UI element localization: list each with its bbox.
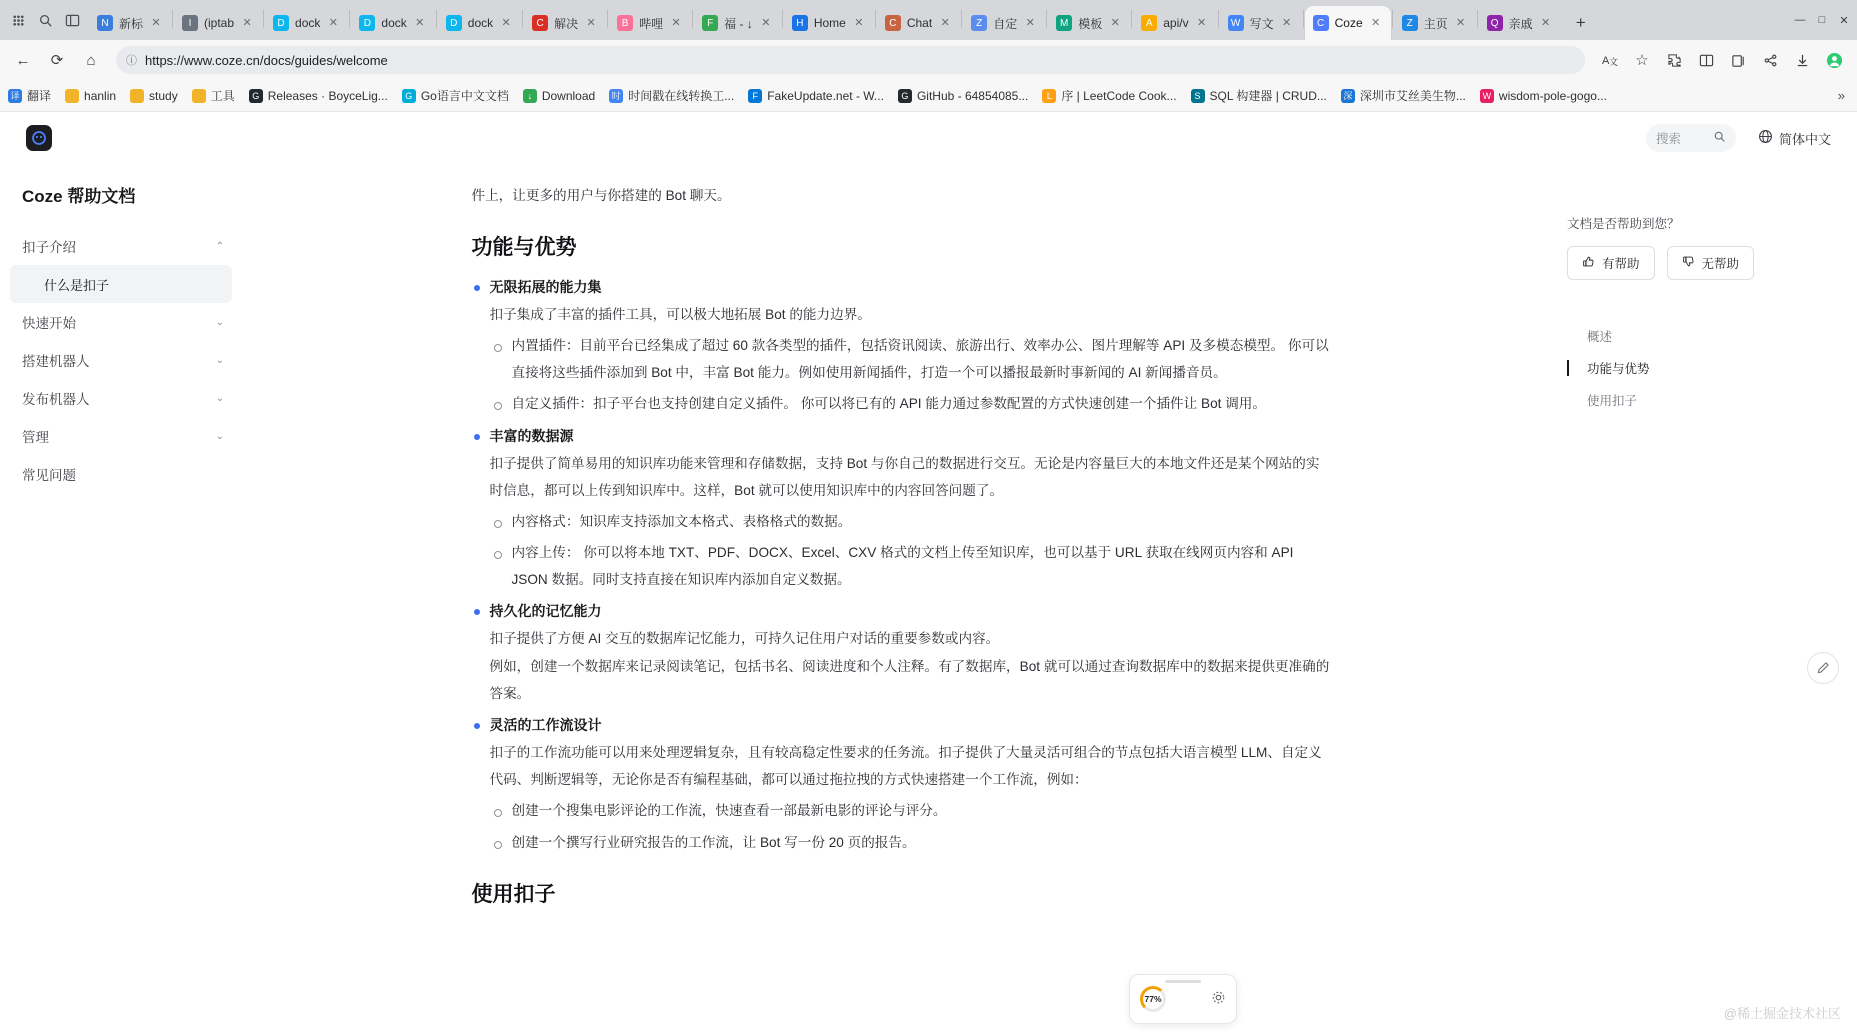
tab-favicon-icon: Q: [1487, 15, 1503, 31]
sidebar-item-label: 扣子介绍: [22, 240, 76, 255]
sidebar-subitem[interactable]: [10, 265, 232, 303]
feature-sublist: [490, 508, 1332, 594]
sidebar-nav: [0, 227, 246, 493]
tab-close-icon[interactable]: ✕: [940, 17, 950, 29]
tab-divider: [782, 10, 783, 28]
tab-divider: [172, 10, 173, 28]
bookmark-favicon-icon: G: [402, 89, 416, 103]
bookmark-label: FakeUpdate.net - W...: [767, 88, 884, 103]
browser-tab[interactable]: [174, 6, 262, 40]
bookmark-label: Go语言中文文档: [420, 89, 509, 103]
search-placeholder: 搜索: [1655, 132, 1681, 146]
tab-close-icon[interactable]: ✕: [671, 17, 681, 29]
tab-favicon-icon: B: [617, 15, 633, 31]
bookmark-item[interactable]: [249, 89, 388, 103]
sidebar-item[interactable]: [0, 341, 246, 379]
tab-favicon-icon: D: [359, 15, 375, 31]
tab-title: dock: [381, 16, 407, 30]
feature-title: 无限拓展的能力集: [489, 278, 602, 295]
sidebar-item[interactable]: [0, 303, 246, 341]
browser-tab[interactable]: [1220, 6, 1302, 40]
page-title: Coze 帮助文档: [22, 187, 136, 206]
bookmark-item[interactable]: [523, 89, 595, 103]
bookmark-favicon-icon: F: [748, 89, 762, 103]
bookmark-label: 翻译: [27, 89, 52, 103]
tab-favicon-icon: C: [1313, 15, 1329, 31]
feature-item: [472, 597, 1332, 707]
tab-title: 新标: [119, 16, 144, 31]
bookmark-label: wisdom-pole-gogo...: [1498, 88, 1607, 103]
tab-divider: [875, 10, 876, 28]
share-icon[interactable]: [1755, 45, 1785, 75]
tabs-container: [89, 6, 1561, 40]
bookmark-label: SQL 构建器 | CRUD...: [1209, 89, 1327, 103]
maximize-button[interactable]: □: [1818, 14, 1826, 26]
tab-strip: [0, 0, 1857, 40]
bookmark-item[interactable]: [130, 89, 178, 103]
tab-favicon-icon: F: [702, 15, 718, 31]
new-tab-button[interactable]: +: [1575, 13, 1586, 32]
tab-divider: [607, 10, 608, 28]
collections-icon[interactable]: [1723, 45, 1753, 75]
tab-close-icon[interactable]: ✕: [1282, 17, 1292, 29]
feature-subitem: 自定义插件：扣子平台也支持创建自定义插件。 你可以将已有的 API 能力通过参数配置的方式快速创建一个插件让 Bot 调用。: [490, 390, 1332, 417]
tab-favicon-icon: H: [792, 15, 808, 31]
tab-divider: [522, 10, 523, 28]
tab-divider: [349, 10, 350, 28]
bookmarks-overflow-button[interactable]: »: [1837, 88, 1845, 103]
pencil-icon[interactable]: [1807, 652, 1839, 684]
browser-tab[interactable]: [784, 6, 874, 40]
bookmark-favicon-icon: 深: [1341, 89, 1355, 103]
translate-icon[interactable]: [1595, 45, 1625, 75]
toc-item[interactable]: 使用扣子: [1587, 394, 1638, 408]
tab-favicon-icon: M: [1056, 15, 1072, 31]
browser-tab[interactable]: [877, 6, 960, 40]
bookmark-favicon-icon: 时: [609, 89, 623, 103]
table-of-contents: [1567, 320, 1857, 416]
feature-title: 灵活的工作流设计: [489, 717, 602, 734]
bookmark-label: Download: [541, 88, 596, 103]
browser-tab[interactable]: [1133, 6, 1216, 40]
toc-item[interactable]: 概述: [1587, 330, 1613, 344]
tab-divider: [263, 10, 264, 28]
tab-favicon-icon: A: [1141, 15, 1157, 31]
tab-close-icon[interactable]: ✕: [415, 17, 425, 29]
bookmark-favicon-icon: W: [1480, 89, 1494, 103]
tab-close-icon[interactable]: ✕: [586, 17, 596, 29]
tab-divider: [961, 10, 962, 28]
bookmark-item[interactable]: [65, 89, 116, 103]
tab-close-icon[interactable]: ✕: [1025, 17, 1035, 29]
tab-divider: [1477, 10, 1478, 28]
split-screen-icon[interactable]: [1691, 45, 1721, 75]
bookmark-star-icon[interactable]: ☆: [1635, 52, 1649, 69]
feature-sublist: [490, 797, 1332, 855]
feature-subitem: 内容上传： 你可以将本地 TXT、PDF、DOCX、Excel、CXV 格式的文档上传至知识库，也可以基于 URL 获取在线网页内容和 API JSON 数据。同时支持直接在知识库内添加自定义数据。: [490, 539, 1332, 593]
browser-tab[interactable]: [1048, 6, 1130, 40]
tab-title: Home: [813, 16, 846, 30]
language-label: 简体中文: [1778, 131, 1831, 147]
sidebar-item-label: 常见问题: [22, 468, 76, 483]
bookmark-item[interactable]: [8, 87, 51, 104]
home-button[interactable]: ⌂: [86, 51, 96, 69]
back-button[interactable]: ←: [15, 51, 31, 69]
tab-close-icon[interactable]: ✕: [1110, 17, 1120, 29]
sidebar-item-label: 搭建机器人: [22, 354, 90, 369]
toc-item[interactable]: 功能与优势: [1567, 352, 1857, 384]
tab-title: (iptab: [204, 16, 235, 30]
search-input[interactable]: [1646, 124, 1736, 152]
tab-favicon-icon: D: [446, 15, 462, 31]
helpful-label: 有帮助: [1602, 257, 1640, 271]
browser-tab[interactable]: [89, 6, 171, 40]
docs-sidebar: [0, 164, 246, 1032]
feature-subitem: 内容格式：知识库支持添加文本格式、表格格式的数据。: [490, 508, 1332, 535]
tab-close-icon[interactable]: ✕: [854, 17, 864, 29]
tab-title: dock: [295, 16, 321, 30]
address-bar-text[interactable]: https://www.coze.cn/docs/guides/welcome: [145, 52, 388, 68]
feature-title: 持久化的记忆能力: [489, 603, 602, 620]
folder-icon: [130, 89, 144, 103]
feature-subitem: 创建一个搜集电影评论的工作流，快速查看一部最新电影的评论与评分。: [490, 797, 1332, 824]
tab-favicon-icon: I: [182, 15, 198, 31]
chevron-up-icon[interactable]: ⌃: [215, 240, 224, 252]
feature-title: 丰富的数据源: [489, 427, 574, 444]
chevron-down-icon[interactable]: ⌄: [215, 316, 224, 328]
bookmark-item[interactable]: [1042, 87, 1176, 104]
tab-favicon-icon: N: [97, 15, 113, 31]
browser-tab[interactable]: [609, 6, 691, 40]
feedback-buttons: [1567, 246, 1857, 280]
bookmark-favicon-icon: G: [898, 89, 912, 103]
feedback-question: 文档是否帮助到您？: [1567, 217, 1680, 231]
browser-tab[interactable]: [1479, 6, 1561, 40]
feature-subitem: 创建一个撰写行业研究报告的工作流，让 Bot 写一份 20 页的报告。: [490, 829, 1332, 856]
tab-favicon-icon: Z: [1402, 15, 1418, 31]
tab-favicon-icon: W: [1228, 15, 1244, 31]
tab-title: 写文: [1249, 16, 1274, 31]
window-buttons: [1789, 0, 1857, 40]
tab-title: 模板: [1078, 16, 1103, 31]
browser-tab[interactable]: [524, 6, 606, 40]
doc-content: [246, 164, 1557, 1032]
close-window-button[interactable]: ✕: [1839, 14, 1849, 27]
site-info-icon[interactable]: ⓘ: [126, 55, 137, 67]
browser-toolbar: [0, 40, 1857, 80]
tab-divider: [436, 10, 437, 28]
tab-title: 主页: [1423, 16, 1448, 31]
tab-close-icon[interactable]: ✕: [501, 17, 511, 29]
tab-favicon-icon: C: [532, 15, 548, 31]
page-viewport: [0, 112, 1857, 1032]
bookmark-label: 序 | LeetCode Cook...: [1061, 89, 1177, 103]
chevron-down-icon[interactable]: ⌄: [215, 430, 224, 442]
browser-tab[interactable]: [351, 6, 434, 40]
heading-usage: 使用扣子: [471, 882, 556, 906]
article-body: [472, 164, 1332, 911]
tab-divider: [1131, 10, 1132, 28]
feature-paragraph: 扣子提供了简单易用的知识库功能来管理和存储数据，支持 Bot 与你自己的数据进行交互。无论是内容量巨大的本地文件还是某个网站的实时信息，都可以上传到知识库中。这样，Bot 就可以使用知识库中的内容回答问题了。: [489, 455, 1320, 498]
bookmark-favicon-icon: S: [1191, 89, 1205, 103]
feature-item: [472, 711, 1332, 856]
feature-item: [472, 422, 1332, 594]
features-list: [472, 273, 1332, 856]
performance-widget[interactable]: [1129, 974, 1237, 1024]
sidebar-item-label: 管理: [22, 430, 49, 445]
svg-text:文: 文: [1609, 57, 1618, 67]
bookmark-item[interactable]: [1341, 87, 1466, 104]
drag-handle[interactable]: [1165, 980, 1201, 983]
feature-paragraph: 扣子提供了方便 AI 交互的数据库记忆能力，可持久记住用户对话的重要参数或内容。: [489, 631, 1000, 647]
bookmark-label: 深圳市艾丝美生物...: [1359, 89, 1466, 103]
browser-tab[interactable]: [1394, 6, 1476, 40]
tabstrip-left-controls: [4, 0, 89, 40]
tab-title: Coze: [1334, 16, 1363, 30]
folder-icon: [65, 89, 79, 103]
tab-close-icon[interactable]: ✕: [761, 17, 771, 29]
site-header-right: [1646, 124, 1831, 152]
bookmark-item[interactable]: [609, 87, 734, 104]
tab-title: 福 - ↓: [724, 16, 753, 31]
profile-avatar[interactable]: [1819, 45, 1849, 75]
bookmark-label: 时间戳在线转换工...: [628, 89, 735, 103]
tab-title: 亲戚: [1508, 16, 1533, 31]
right-rail: [1557, 164, 1857, 1032]
sidebar-item-label: 快速开始: [22, 316, 76, 331]
bookmark-label: 工具: [210, 89, 235, 103]
tab-search-icon[interactable]: [37, 12, 54, 29]
not-helpful-button[interactable]: [1667, 246, 1755, 280]
page-body: [0, 164, 1857, 1032]
sidebar-icon[interactable]: [64, 12, 81, 29]
tab-close-icon[interactable]: ✕: [1541, 17, 1551, 29]
thumbs-up-icon: [1582, 255, 1595, 271]
bookmark-label: hanlin: [84, 88, 117, 103]
watermark: @稀土掘金技术社区: [1723, 1006, 1841, 1021]
coze-logo-icon[interactable]: [26, 125, 52, 151]
bookmark-favicon-icon: ↓: [523, 89, 537, 103]
tab-close-icon[interactable]: ✕: [1371, 17, 1381, 29]
tab-divider: [1046, 10, 1047, 28]
tab-divider: [1392, 10, 1393, 28]
bookmark-item[interactable]: [748, 89, 884, 103]
address-bar[interactable]: [116, 46, 1585, 74]
tab-favicon-icon: Z: [971, 15, 987, 31]
bookmark-item[interactable]: [402, 87, 509, 104]
svg-text:A: A: [1602, 55, 1610, 67]
bookmark-item[interactable]: [1480, 89, 1607, 103]
sidebar-item[interactable]: [0, 455, 246, 493]
tab-favicon-icon: C: [885, 15, 901, 31]
helpful-button[interactable]: [1567, 246, 1655, 280]
bookmark-favicon-icon: G: [249, 89, 263, 103]
article-lead: 件上，让更多的用户与你搭建的 Bot 聊天。: [471, 188, 731, 203]
tab-close-icon[interactable]: ✕: [151, 17, 161, 29]
tab-title: 解决: [554, 16, 579, 31]
tab-title: Chat: [906, 16, 933, 30]
tab-close-icon[interactable]: ✕: [328, 17, 339, 29]
heading-features: 功能与优势: [471, 236, 577, 260]
site-header: [0, 112, 1857, 164]
tab-divider: [1303, 10, 1304, 28]
bookmark-item[interactable]: [192, 87, 235, 104]
feature-paragraph: 扣子集成了丰富的插件工具，可以极大地拓展 Bot 的能力边界。: [489, 306, 871, 322]
tab-title: api/v: [1163, 16, 1189, 30]
thumbs-down-icon: [1682, 255, 1695, 271]
feature-paragraph: 扣子的工作流功能可以用来处理逻辑复杂，且有较高稳定性要求的任务流。扣子提供了大量灵活可组合的节点包括大语言模型 LLM、自定义代码、判断逻辑等，无论你是否有编程基础，都可以通过拖拉拽的方式快速搭建一个工作流，例如：: [489, 745, 1322, 788]
tab-favicon-icon: D: [273, 15, 289, 31]
feature-sublist: [490, 332, 1332, 418]
browser-tab[interactable]: [265, 6, 348, 40]
tab-title: dock: [467, 16, 494, 30]
bookmark-label: study: [149, 88, 178, 103]
browser-tab[interactable]: [694, 6, 781, 40]
bookmark-label: GitHub - 64854085...: [916, 88, 1029, 103]
chevron-down-icon[interactable]: ⌄: [215, 392, 224, 404]
chevron-down-icon[interactable]: ⌄: [215, 354, 224, 366]
feature-paragraph: 例如，创建一个数据库来记录阅读笔记，包括书名、阅读进度和个人注释。有了数据库，Bot 就可以通过查询数据库中的数据来提供更准确的答案。: [489, 658, 1330, 701]
app-grid-icon[interactable]: [10, 12, 27, 29]
sidebar-item[interactable]: [0, 417, 246, 455]
language-selector[interactable]: [1758, 129, 1831, 148]
bookmarks-bar: [0, 80, 1857, 112]
tab-close-icon[interactable]: ✕: [242, 17, 252, 29]
bookmark-favicon-icon: L: [1042, 89, 1056, 103]
bookmark-item[interactable]: [898, 89, 1028, 103]
tab-title: 自定: [993, 16, 1018, 31]
sidebar-item[interactable]: [0, 379, 246, 417]
tab-title: 哔哩: [639, 16, 664, 31]
globe-icon: [1758, 129, 1773, 147]
sidebar-item-label: 发布机器人: [22, 392, 90, 407]
feature-item: [472, 273, 1332, 418]
feature-subitem: 内置插件：目前平台已经集成了超过 60 款各类型的插件，包括资讯阅读、旅游出行、效率办公、图片理解等 API 及多模态模型。 你可以直接将这些插件添加到 Bot 中，丰富 Bot 能力。例如使用新闻插件，打造一个可以播报最新时事新闻的 AI 新闻播音员。: [490, 332, 1332, 386]
sidebar-item[interactable]: [0, 227, 246, 265]
browser-tab[interactable]: [963, 6, 1045, 40]
tab-close-icon[interactable]: ✕: [1196, 17, 1207, 29]
tab-close-icon[interactable]: ✕: [1456, 17, 1466, 29]
downloads-icon[interactable]: [1787, 45, 1817, 75]
tab-divider: [1218, 10, 1219, 28]
browser-tab[interactable]: [438, 6, 521, 40]
sidebar-item-label: 什么是扣子: [44, 277, 110, 293]
bookmark-label: Releases · BoyceLig...: [267, 88, 388, 103]
bookmark-item[interactable]: [1191, 87, 1327, 104]
cpu-usage-ring: 77%: [1140, 986, 1166, 1012]
not-helpful-label: 无帮助: [1701, 257, 1740, 271]
tab-divider: [692, 10, 693, 28]
minimize-button[interactable]: —: [1794, 14, 1806, 26]
reload-button[interactable]: ⟳: [50, 52, 64, 69]
folder-icon: [192, 89, 206, 103]
puzzle-icon[interactable]: [1659, 45, 1689, 75]
search-icon[interactable]: [1713, 130, 1726, 146]
gear-icon[interactable]: [1211, 990, 1226, 1008]
toolbar-right-icons: [1595, 45, 1849, 75]
browser-tab[interactable]: [1305, 6, 1391, 40]
bookmark-favicon-icon: 译: [8, 89, 22, 103]
